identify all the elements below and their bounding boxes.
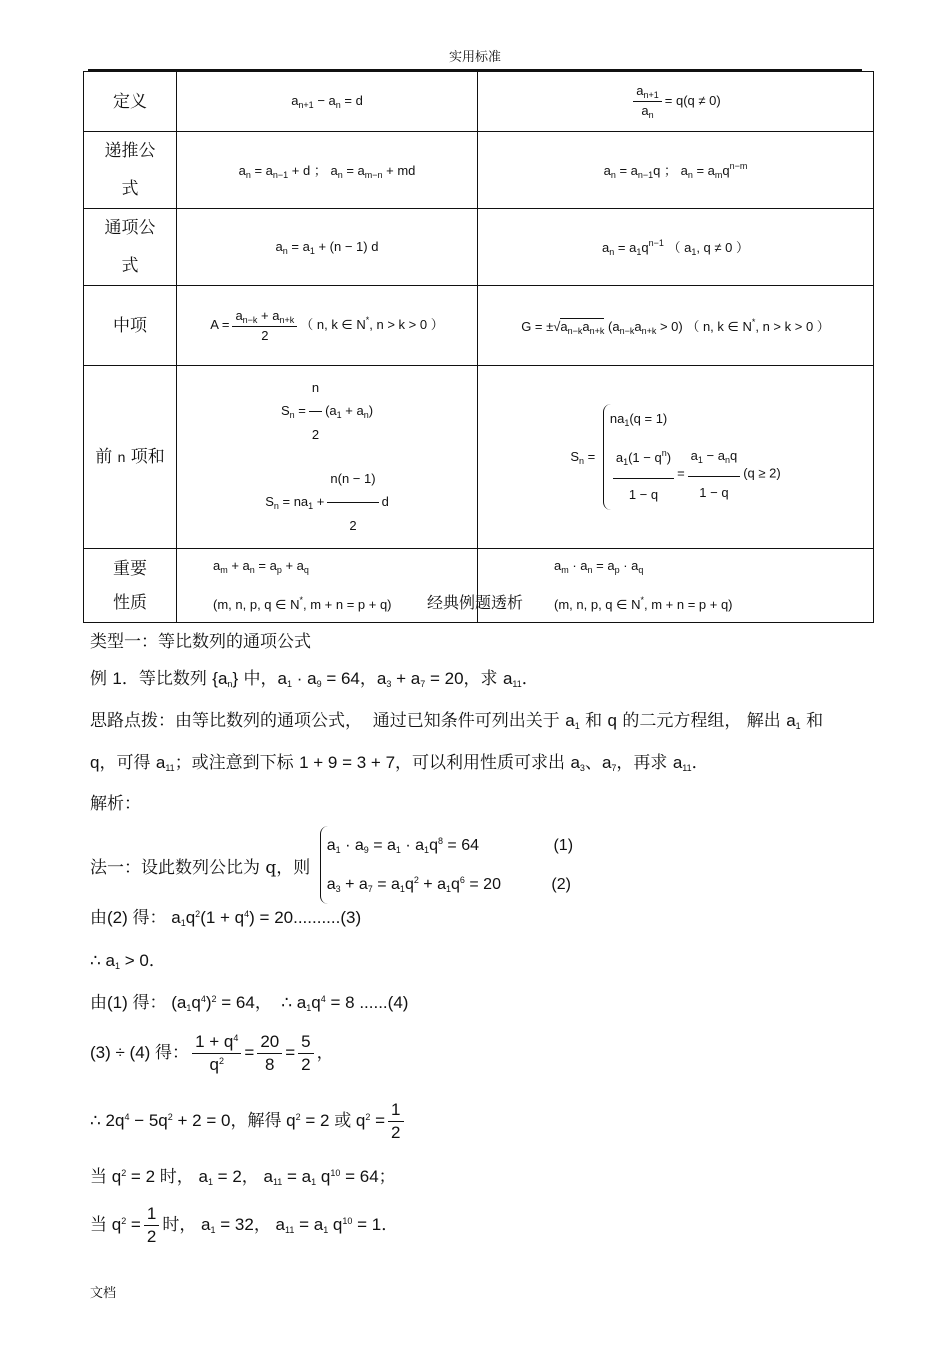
arith-middle-term: A = $\frac{a_{n-k} + a_{n+k}}{2}$ （ n, k ∈ N*, n > k > 0 ） (177, 286, 478, 366)
arith-properties: $a_m + a_n = a_p + a_q$ (m, n, p, q ∈ N*, m + n = p + q) (177, 549, 478, 623)
row-label-recurrence: 递推公 式 (84, 132, 177, 209)
table-row-general-term (84, 209, 874, 286)
row-label-sum: 前 n 项和 (84, 366, 177, 549)
step-4: (3) ÷ (4) 得： $\frac{1 + q^4}{q^2}$ = $\frac{20}{8}$ = $\frac{5}{2}$ ， (90, 1032, 334, 1074)
step-1: 由(2) 得： $a_1q^2(1 + q^4) = 20..........(3)$ (90, 908, 362, 928)
table-row-sum (84, 366, 874, 549)
method-1 (90, 826, 573, 904)
page-footer: 文档 (90, 1286, 117, 1301)
arith-general-term: $a_n = a_1 + (n - 1)$ d (177, 209, 478, 286)
geo-middle-term: $G = \pm√a_{n-k}a_{n+k}$ $(a_{n-k}a_{n+k} > 0)$ （ n, k ∈ N*, n > k > 0 ） (478, 286, 874, 366)
step-3: 由(1) 得： $(a_1q^4)^2 = 64$， ∴ $a_1q^4 = 8$ ......(4) (90, 993, 409, 1013)
equation-system: $a_1 \cdot a_9 = a_1 \cdot a_1q^8 = 64$ (1) $a_3 + a_7 = a_1q^2 + a_1q^6 = 20$ (2) (320, 826, 573, 904)
type-heading: 类型一：等比数列的通项公式 (90, 632, 311, 652)
hint-line-2: q，可得 $a_{11}$；或注意到下标 1 + 9 = 3 + 7，可以利用性质可求出 $a_3$、$a_7$，再求 $a_{11}$． (90, 753, 709, 773)
table-row-recurrence (84, 132, 874, 209)
arith-recurrence: $a_n = a_{n-1} + d$ ； $a_n = a_{m-n}$ + md (177, 132, 478, 209)
method-1-lead: 法一：设此数列公比为 q，则 (90, 857, 311, 878)
step-2: ∴ $a_1 > 0$． (90, 951, 166, 971)
step-7: 当 $q^2$ = $\frac{1}{2}$ 时， $a_1 = 32$， $a_{11} = a_1$ $q^{10} = 1$． (90, 1204, 399, 1246)
geo-definition: $\frac{a_{n+1}}{a_n}$ = q(q ≠ 0) (478, 72, 874, 132)
hint-line-1: 思路点拨：由等比数列的通项公式， 通过已知条件可列出关于 $a_1$ 和 q 的二元方程组， 解出 $a_1$ 和 (90, 711, 824, 731)
section-title: 经典例题透析 (426, 593, 523, 612)
geo-sum: $S_n$ = $na_1(q = 1)$ $\frac{a_1(1 - q^n)}{1 - q}$ = $\frac{a_1 - a_nq}{1 - q}$ (q ≥ 2) (478, 366, 874, 549)
arith-definition: $a_{n+1} - a_n = d$ (177, 72, 478, 132)
row-label-middle-term: 中项 (84, 286, 177, 366)
geo-recurrence: $a_n = a_{n-1}q$ ； $a_n = a_mq^{n-m}$ (478, 132, 874, 209)
step-6: 当 $q^2 = 2$ 时， $a_1 = 2$， $a_{11} = a_1$ $q^{10} = 64$； (90, 1167, 396, 1187)
row-label-properties: 重要 性质 (84, 549, 177, 623)
table-row-middle-term (84, 286, 874, 366)
step-5: ∴ $2q^4 - 5q^2 + 2 = 0$，解得 $q^2 = 2$ 或 $q^2$ = $\frac{1}{2}$ (90, 1100, 407, 1143)
geo-general-term: $a_n = a_1q^{n-1}$ （ $a_1$, q ≠ 0 ） (478, 209, 874, 286)
arith-sum: $S_n$ = $\frac{n}{2}$ $(a_1 + a_n)$ $S_n = na_1$ + $\frac{n(n - 1)}{2}$ d (177, 366, 478, 549)
row-label-general-term: 通项公 式 (84, 209, 177, 286)
solution-label: 解析： (90, 794, 141, 814)
page-header: 实用标准 (448, 50, 501, 65)
example-1: 例 1．等比数列 $\{a_n\}$ 中，$a_1 \cdot a_9 = 64$，$a_3 + a_7 = 20$，求 $a_{11}$． (90, 669, 539, 689)
table-row-definition (84, 72, 874, 132)
formula-table (83, 71, 874, 623)
row-label-definition: 定义 (84, 72, 177, 132)
geo-properties: $a_m \cdot a_n = a_p \cdot a_q$ (m, n, p, q ∈ N*, m + n = p + q) (478, 549, 874, 623)
